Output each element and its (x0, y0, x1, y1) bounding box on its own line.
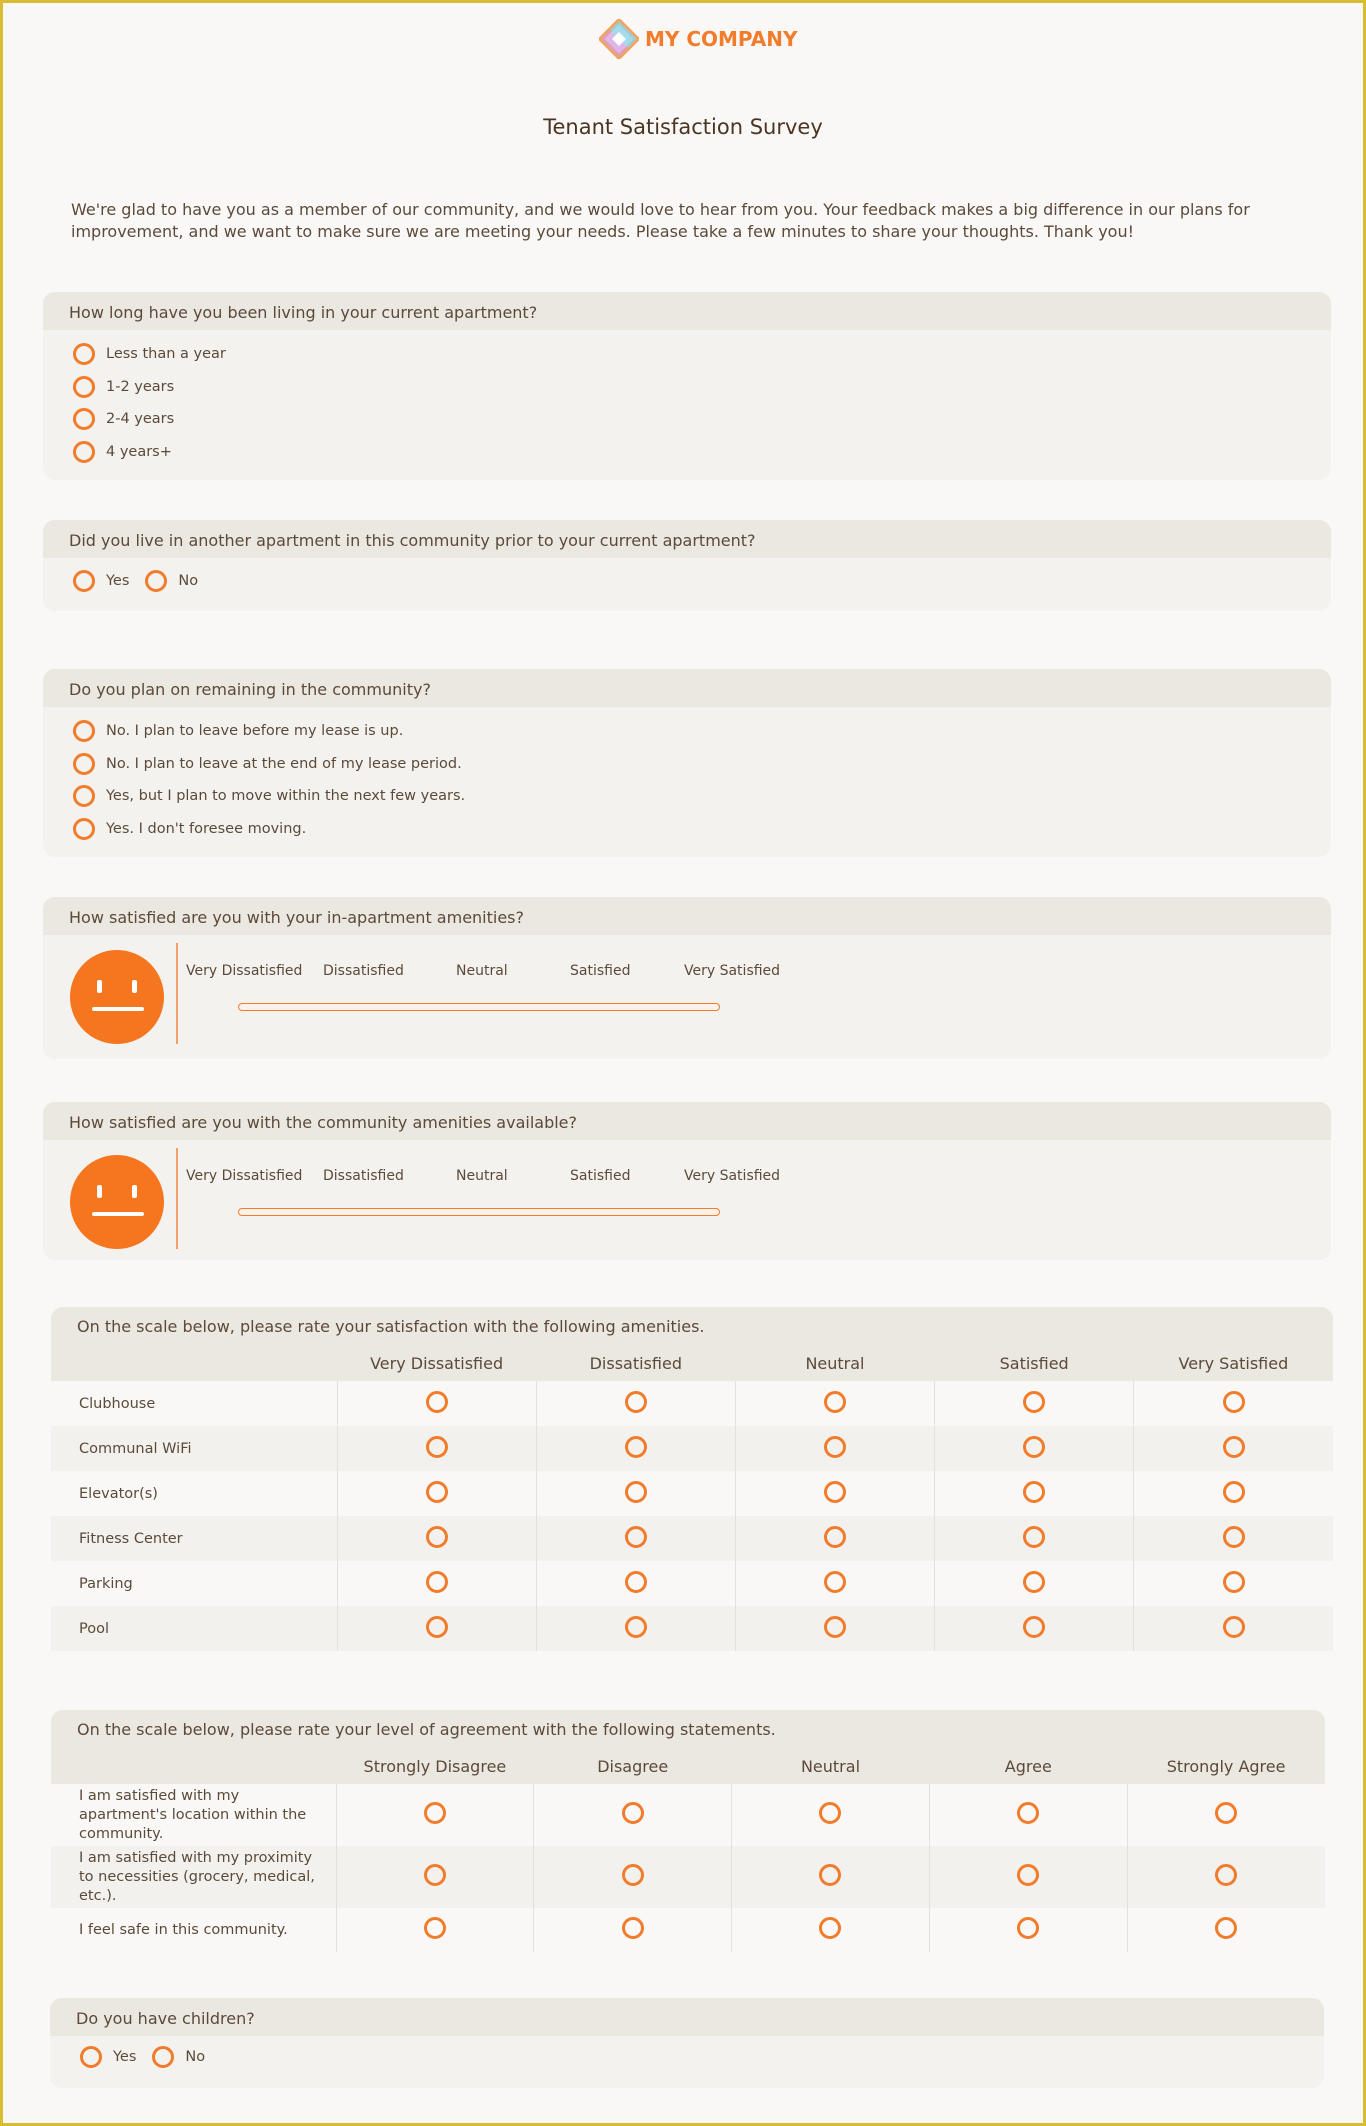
agreement-rating-matrix (51, 1710, 1325, 1952)
column-header: Satisfied (935, 1345, 1134, 1381)
table-row (51, 1381, 1333, 1426)
corner-header (51, 1345, 337, 1381)
option-label: 2-4 years (106, 411, 175, 428)
row-label: Elevator(s) (51, 1471, 337, 1516)
radio-button[interactable] (426, 1526, 448, 1548)
scale-label: Very Dissatisfied (186, 963, 303, 979)
column-header: Strongly Agree (1127, 1748, 1325, 1784)
scale-label: Very Dissatisfied (186, 1168, 303, 1184)
question-prior-apartment (43, 520, 1331, 611)
radio-button[interactable] (625, 1391, 647, 1413)
radio-button[interactable] (622, 1864, 644, 1886)
radio-button[interactable] (625, 1526, 647, 1548)
radio-button[interactable] (824, 1481, 846, 1503)
radio-button[interactable] (625, 1481, 647, 1503)
radio-group (43, 558, 1331, 594)
column-header: Neutral (735, 1345, 934, 1381)
radio-button[interactable] (426, 1571, 448, 1593)
radio-button[interactable] (424, 1864, 446, 1886)
question-children (50, 1998, 1324, 2088)
neutral-face-icon (70, 950, 164, 1044)
radio-button[interactable] (819, 1802, 841, 1824)
radio-button[interactable] (622, 1917, 644, 1939)
radio-group (43, 707, 1331, 845)
row-label: Pool (51, 1606, 337, 1651)
question-label: Do you have children? (50, 1998, 1324, 2036)
row-label: I feel safe in this community. (51, 1908, 336, 1952)
radio-button[interactable] (625, 1571, 647, 1593)
radio-button[interactable] (1023, 1571, 1045, 1593)
question-living-duration (43, 292, 1331, 480)
radio-button[interactable] (73, 720, 95, 742)
table-row (51, 1784, 1325, 1846)
option-label: 1-2 years (106, 378, 175, 395)
option-label: No. I plan to leave at the end of my lease period. (106, 755, 462, 772)
radio-button[interactable] (80, 2046, 102, 2068)
question-label: How long have you been living in your current apartment? (43, 292, 1331, 330)
row-label: Clubhouse (51, 1381, 337, 1426)
radio-button[interactable] (1017, 1864, 1039, 1886)
radio-option[interactable] (73, 338, 1331, 371)
option-label: No (178, 573, 199, 589)
company-name: MY COMPANY (645, 27, 798, 51)
radio-button[interactable] (73, 441, 95, 463)
radio-group (43, 330, 1331, 468)
radio-button[interactable] (1215, 1864, 1237, 1886)
radio-button[interactable] (1023, 1526, 1045, 1548)
table-row (51, 1516, 1333, 1561)
radio-button[interactable] (73, 343, 95, 365)
radio-button[interactable] (73, 570, 95, 592)
intro-text: We're glad to have you as a member of our community, and we would love to hear from you. Your feedback makes a big difference in our plans for improvement, and we want to make sure we are meeting your needs. Please take a few minutes to share your thoughts. Thank you! (71, 200, 1250, 241)
radio-button[interactable] (73, 785, 95, 807)
scale-label: Neutral (456, 1168, 508, 1184)
slider-track[interactable] (238, 1003, 720, 1011)
scale-label: Very Satisfied (684, 963, 781, 979)
radio-option[interactable] (73, 748, 1331, 781)
scale-label: Neutral (456, 963, 508, 979)
radio-button[interactable] (824, 1391, 846, 1413)
radio-button[interactable] (1223, 1391, 1245, 1413)
radio-button[interactable] (824, 1616, 846, 1638)
radio-button[interactable] (73, 376, 95, 398)
column-header: Disagree (534, 1748, 732, 1784)
row-label: Communal WiFi (51, 1426, 337, 1471)
radio-button[interactable] (73, 408, 95, 430)
radio-button[interactable] (152, 2046, 174, 2068)
radio-button[interactable] (819, 1864, 841, 1886)
radio-button[interactable] (424, 1802, 446, 1824)
question-label: How satisfied are you with the community amenities available? (43, 1102, 1331, 1140)
company-logo (599, 19, 797, 59)
radio-button[interactable] (1023, 1391, 1045, 1413)
radio-button[interactable] (625, 1436, 647, 1458)
row-label: I am satisfied with my apartment's location within the community. (51, 1784, 336, 1846)
radio-option[interactable] (73, 813, 1331, 846)
radio-button[interactable] (1223, 1526, 1245, 1548)
radio-button[interactable] (1215, 1917, 1237, 1939)
question-remaining (43, 669, 1331, 857)
divider (176, 1148, 178, 1249)
slider-track[interactable] (238, 1208, 720, 1216)
option-label: Less than a year (106, 346, 226, 363)
question-community-amenities (43, 1102, 1331, 1260)
question-label: How satisfied are you with your in-apartment amenities? (43, 897, 1331, 935)
option-label: Yes. I don't foresee moving. (106, 820, 307, 837)
radio-button[interactable] (1223, 1481, 1245, 1503)
question-label: On the scale below, please rate your satisfaction with the following amenities. (51, 1307, 1333, 1345)
row-label: Parking (51, 1561, 337, 1606)
radio-option[interactable] (73, 371, 1331, 404)
page-title: Tenant Satisfaction Survey (543, 115, 823, 139)
radio-button[interactable] (145, 570, 167, 592)
radio-button[interactable] (1223, 1436, 1245, 1458)
radio-button[interactable] (622, 1802, 644, 1824)
radio-option[interactable] (73, 568, 129, 594)
radio-button[interactable] (824, 1436, 846, 1458)
option-label: Yes, but I plan to move within the next few years. (106, 788, 466, 805)
radio-option[interactable] (73, 780, 1331, 813)
radio-button[interactable] (426, 1616, 448, 1638)
option-label: Yes (113, 2049, 137, 2065)
radio-option[interactable] (152, 2044, 205, 2070)
table-row (51, 1846, 1325, 1908)
question-label: On the scale below, please rate your level of agreement with the following statements. (51, 1710, 1325, 1748)
column-header: Dissatisfied (536, 1345, 735, 1381)
radio-option[interactable] (73, 715, 1331, 748)
scale-label: Satisfied (570, 1168, 631, 1184)
radio-option[interactable] (73, 403, 1331, 436)
table-row (51, 1426, 1333, 1471)
satisfaction-slider-widget (43, 935, 1331, 1059)
question-in-apartment-amenities (43, 897, 1331, 1059)
radio-button[interactable] (1017, 1802, 1039, 1824)
radio-button[interactable] (1223, 1571, 1245, 1593)
option-label: 4 years+ (106, 443, 172, 460)
row-label: Fitness Center (51, 1516, 337, 1561)
corner-header (51, 1748, 336, 1784)
radio-group (50, 2036, 1324, 2070)
scale-label: Dissatisfied (323, 963, 404, 979)
column-header: Very Dissatisfied (337, 1345, 536, 1381)
rating-table (51, 1748, 1325, 1952)
column-header: Agree (929, 1748, 1127, 1784)
radio-button[interactable] (1215, 1802, 1237, 1824)
scale-label: Very Satisfied (684, 1168, 781, 1184)
column-header: Very Satisfied (1134, 1345, 1333, 1381)
radio-button[interactable] (426, 1436, 448, 1458)
radio-button[interactable] (1023, 1436, 1045, 1458)
scale-label: Dissatisfied (323, 1168, 404, 1184)
radio-button[interactable] (424, 1917, 446, 1939)
radio-button[interactable] (819, 1917, 841, 1939)
radio-option[interactable] (145, 568, 198, 594)
table-row (51, 1561, 1333, 1606)
table-row (51, 1908, 1325, 1952)
column-header: Neutral (732, 1748, 930, 1784)
option-label: Yes (106, 573, 130, 589)
radio-button[interactable] (625, 1616, 647, 1638)
table-row (51, 1606, 1333, 1651)
row-label: I am satisfied with my proximity to necessities (grocery, medical, etc.). (51, 1846, 336, 1908)
amenities-rating-matrix (51, 1307, 1333, 1651)
radio-button[interactable] (73, 753, 95, 775)
option-label: No (185, 2049, 206, 2065)
radio-button[interactable] (1017, 1917, 1039, 1939)
diamond-logo-icon (599, 19, 639, 59)
divider (176, 943, 178, 1044)
radio-button[interactable] (426, 1391, 448, 1413)
radio-button[interactable] (1023, 1616, 1045, 1638)
radio-option[interactable] (73, 436, 1331, 469)
radio-button[interactable] (824, 1571, 846, 1593)
radio-button[interactable] (1223, 1616, 1245, 1638)
scale-label: Satisfied (570, 963, 631, 979)
rating-table (51, 1345, 1333, 1651)
table-row (51, 1471, 1333, 1516)
column-header: Strongly Disagree (336, 1748, 534, 1784)
neutral-face-icon (70, 1155, 164, 1249)
radio-button[interactable] (824, 1526, 846, 1548)
radio-button[interactable] (426, 1481, 448, 1503)
satisfaction-slider-widget (43, 1140, 1331, 1264)
question-label: Did you live in another apartment in this community prior to your current apartment? (43, 520, 1331, 558)
radio-button[interactable] (1023, 1481, 1045, 1503)
radio-button[interactable] (73, 818, 95, 840)
option-label: No. I plan to leave before my lease is up. (106, 723, 404, 740)
question-label: Do you plan on remaining in the community? (43, 669, 1331, 707)
radio-option[interactable] (80, 2044, 136, 2070)
